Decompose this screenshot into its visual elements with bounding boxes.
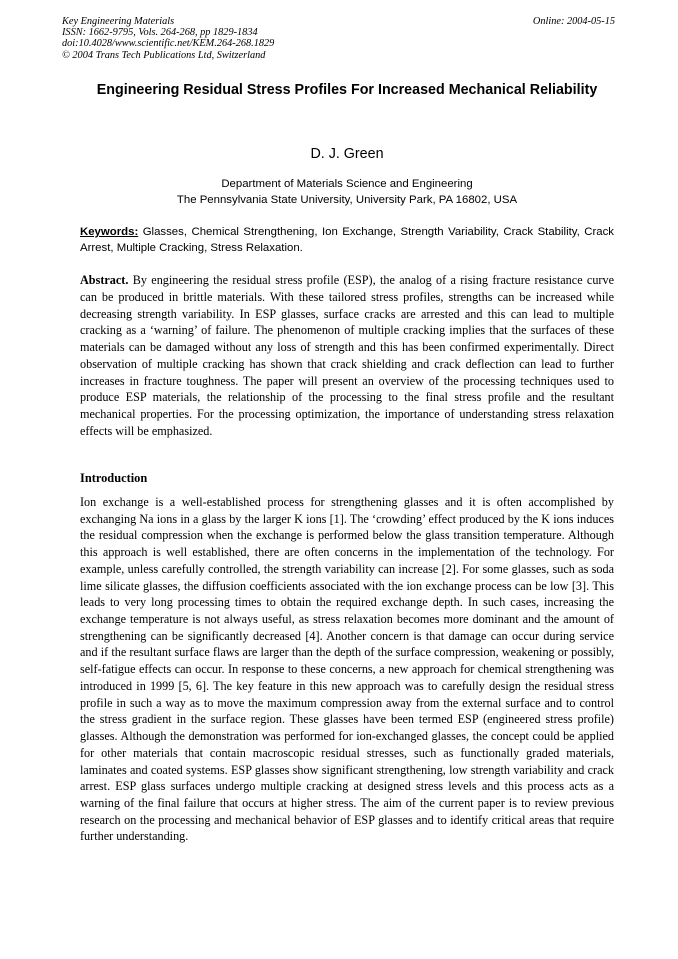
journal-header [62,16,615,61]
abstract-text: By engineering the residual stress profile (ESP), the analog of a rising fracture resistance curve can be produced in brittle materials. With these tailored stress profiles, strengths can be increased while decreasing strength variability. In ESP glasses, surface cracks are arrested and this can lead to multiple cracking as a ‘warning’ of failure. The phenomenon of multiple cracking implies that the surfaces of these materials can be damaged without any loss of strength and this has been confirmed experimentally. Direct observation of multiple cracking has shown that crack shielding and crack deflection can lead to further increases in fracture toughness. The paper will present an overview of the processing techniques used to produce ESP materials, the relationship of the processing to the final stress profile and the resultant mechanical properties. For the processing optimization, the importance of understanding stress relaxation effects will be emphasized. [80,273,614,438]
keywords-text: Glasses, Chemical Strengthening, Ion Exchange, Strength Variability, Crack Stability, Crack Arrest, Multiple Cracking, Stress Relaxation. [80,226,614,254]
abstract-label: Abstract. [80,273,129,287]
author-name: D. J. Green [310,146,384,162]
paper-title: Engineering Residual Stress Profiles For Increased Mechanical Reliability [96,82,598,98]
online-date: Online: 2004-05-15 [532,16,615,27]
introduction-paragraph: Ion exchange is a well-established process for strengthening glasses and it is often accomplished by exchanging Na ions in a glass by the larger K ions [1]. The ‘crowding’ effect produced by the K ions induces the residual compression when the exchange is performed below the glass transition temperature. Although this approach is well established, there are often concerns in the implementation of the technology. For example, unless carefully controlled, the strength variability can increase [2]. For some glasses, such as soda lime silicate glasses, the diffusion coefficients associated with the ion exchange process can be low [3]. This leads to very long processing times to obtain the required exchange depth. In such cases, increasing the exchange temperature is not always useful, as stress relaxation becomes more dominant and the amount of strengthening can be significantly decreased [4]. Another concern is that damage can occur during service and if the resultant surface flaws are larger than the depth of the surface compression, weakening or possibly, self-fatigue effects can occur. In response to these concerns, a new approach for chemical strengthening was introduced in 1999 [5, 6]. The key feature in this new approach was to carefully design the residual stress profile in such a way as to move the maximum compression away from the external surface and to control the stress gradient in the surface region. These glasses have been termed ESP (engineered stress profile) glasses. Although the demonstration was performed for ion-exchanged glasses, the concept could be applied for other materials that contain macroscopic residual stresses, such as functionally graded materials, laminates and coated systems. ESP glasses show significant strengthening, low strength variability and crack arrest. ESP glass surfaces undergo multiple cracking at designed stress levels and this process acts as a warning of the final failure that occurs at higher stress. The aim of the current paper is to review previous research on the processing and mechanical behavior of ESP glasses and to identify critical areas that require further understanding. [80,495,614,844]
issn-line: ISSN: 1662-9795, Vols. 264-268, pp 1829-1834 [62,27,258,39]
keywords-block [80,225,614,256]
affiliation [80,177,614,208]
introduction-heading: Introduction [80,471,148,485]
abstract-block [80,272,614,440]
affiliation-address: The Pennsylvania State University, University Park, PA 16802, USA [176,193,518,206]
journal-name: Key Engineering Materials [62,16,175,27]
doi-line: doi:10.4028/www.scientific.net/KEM.264-268.1829 [62,38,275,50]
keywords-label: Keywords: [80,226,139,238]
affiliation-department: Department of Materials Science and Engineering [221,178,473,190]
copyright-line: © 2004 Trans Tech Publications Ltd, Switzerland [62,49,266,61]
